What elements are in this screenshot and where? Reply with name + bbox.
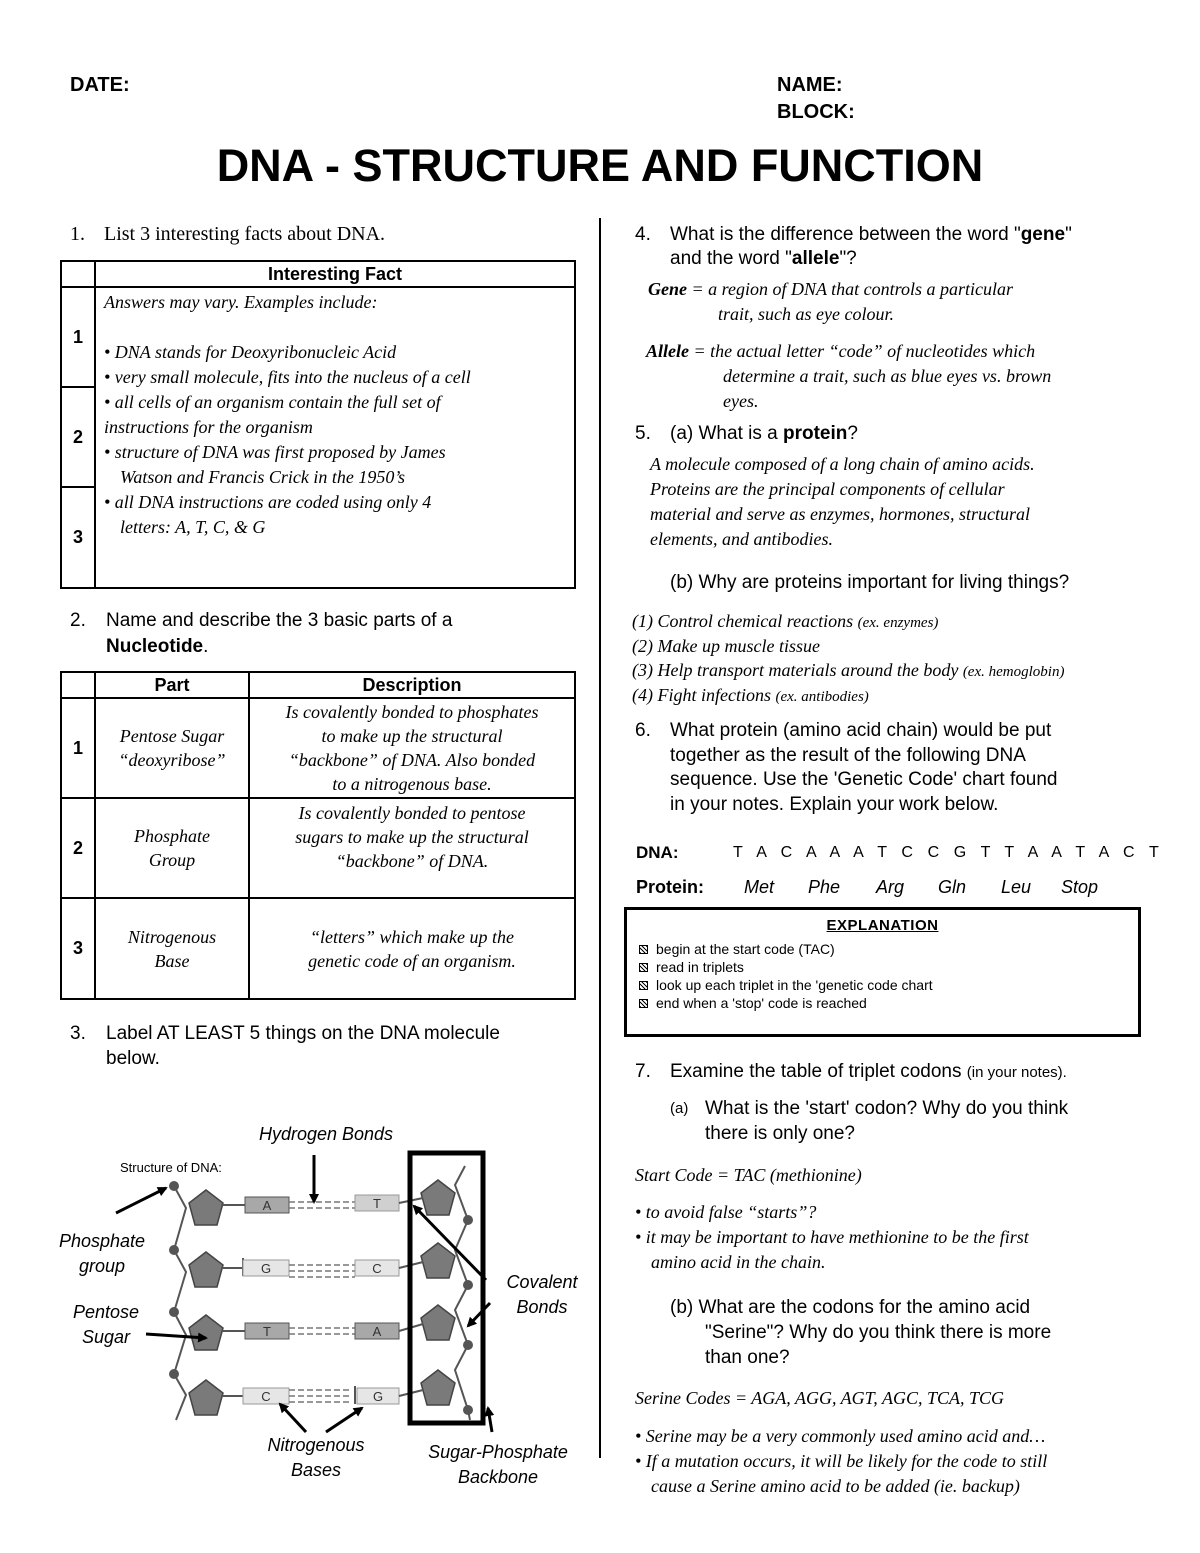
base-pair <box>221 1258 423 1277</box>
base-letter: G <box>372 1389 384 1404</box>
base-letter: T <box>263 1324 271 1339</box>
name-label: NAME: <box>777 74 843 96</box>
q7a-line: What is the 'start' codon? Why do you think <box>705 1098 1069 1119</box>
q7-number: 7. <box>635 1061 651 1082</box>
amino-acid: Phe <box>808 877 841 897</box>
fact-line: • very small molecule, fits into the nucleus of a cell <box>104 367 471 387</box>
base-letter: C <box>261 1389 271 1404</box>
base-pair <box>221 1323 423 1339</box>
page-title: DNA - STRUCTURE AND FUNCTION <box>216 140 984 191</box>
hydrogen-bonds-label: Hydrogen Bonds <box>258 1124 394 1144</box>
start-reason: amino acid in the chain. <box>651 1252 826 1272</box>
protein-reason: (4) Fight infections (ex. antibodies) <box>632 685 869 705</box>
sugar-pentagon <box>189 1252 223 1287</box>
right-backbone <box>421 1166 473 1420</box>
left-backbone <box>169 1181 223 1420</box>
phosphate-dot <box>169 1181 179 1191</box>
protein-reason: (1) Control chemical reactions (ex. enzymes) <box>632 611 939 631</box>
facts-table <box>60 260 576 589</box>
start-reason: • it may be important to have methionine to be the first <box>635 1227 1029 1247</box>
phosphate-dot <box>169 1369 179 1379</box>
q1-text: List 3 interesting facts about DNA. <box>104 223 386 245</box>
phosphate-dot <box>463 1340 473 1350</box>
facts-answer-intro: Answers may vary. Examples include: <box>104 292 378 312</box>
q3-number: 3. <box>70 1023 86 1044</box>
explanation-box <box>624 907 1141 1037</box>
dna-label: DNA: <box>636 843 679 862</box>
table-row: 3 Nitrogenous Base “letters” which make up the genetic code of an organism. <box>61 898 575 999</box>
fact-line: • all DNA instructions are coded using only 4 <box>104 492 432 512</box>
base-letter: A <box>372 1324 382 1339</box>
nitrogenous-bases-label: Bases <box>290 1460 342 1480</box>
start-reason: • to avoid false “starts”? <box>635 1202 817 1222</box>
pentose-sugar-label: Pentose <box>72 1302 140 1322</box>
start-code: Start Code = TAC (methionine) <box>635 1165 862 1185</box>
sugar-pentagon <box>189 1315 223 1350</box>
explanation-item: read in triplets <box>627 958 1138 976</box>
structure-label: Structure of DNA: <box>120 1160 222 1175</box>
q2-bold-word: Nucleotide <box>106 636 204 657</box>
base-letter: T <box>373 1196 381 1211</box>
date-label: DATE: <box>70 74 130 96</box>
explanation-item: look up each triplet in the 'genetic code chart <box>627 976 1138 994</box>
q4-line2: and the word "allele"? <box>670 248 857 269</box>
q1-number: 1. <box>70 223 85 245</box>
q6-line: What protein (amino acid chain) would be put <box>670 720 1052 741</box>
sugar-pentagon <box>421 1370 455 1405</box>
sugar-pentagon <box>421 1180 455 1215</box>
q6-line: in your notes. Explain your work below. <box>670 794 999 815</box>
sugar-pentagon <box>421 1243 455 1278</box>
pentose-sugar-label: Sugar <box>81 1327 131 1347</box>
checkbox-icon <box>639 945 648 954</box>
nucleotide-table <box>60 671 576 1000</box>
serine-reason: • Serine may be a very commonly used amino acid and… <box>635 1426 1046 1446</box>
col-part-header: Part <box>95 672 249 698</box>
protein-answer: A molecule composed of a long chain of amino acids. <box>650 454 1035 474</box>
protein-answer: Proteins are the principal components of cellular <box>650 479 1005 499</box>
phosphate-group-label: group <box>78 1256 126 1276</box>
dna-diagram <box>0 1100 600 1500</box>
base-letter: G <box>260 1261 272 1276</box>
fact-line: instructions for the organism <box>104 417 313 437</box>
block-label: BLOCK: <box>777 101 855 123</box>
nitrogenous-bases-label: Nitrogenous <box>267 1435 365 1455</box>
q7-text: Examine the table of triplet codons (in your notes). <box>670 1061 1067 1082</box>
q3-text-line1: Label AT LEAST 5 things on the DNA molecule <box>106 1023 500 1044</box>
phosphate-group-label: Phosphate <box>58 1231 146 1251</box>
fact-line: Watson and Francis Crick in the 1950’s <box>120 467 406 487</box>
facts-cell <box>95 287 575 588</box>
base-pair <box>221 1386 423 1404</box>
fact-line: • all cells of an organism contain the full set of <box>104 392 441 412</box>
amino-acid: Met <box>744 877 775 897</box>
explanation-item: begin at the start code (TAC) <box>627 940 1138 958</box>
dna-sequence: T A C A A A T C C G T T A A T A C T <box>733 844 1164 861</box>
covalent-bonds-label: Covalent <box>506 1272 578 1292</box>
gene-definition-cont: trait, such as eye colour. <box>718 304 894 324</box>
q7a-line: there is only one? <box>705 1123 855 1144</box>
col-desc-header: Description <box>249 672 575 698</box>
checkbox-icon <box>639 981 648 990</box>
q7b-line: "Serine"? Why do you think there is more <box>705 1322 1052 1343</box>
q7b-line: than one? <box>705 1347 790 1368</box>
q7a-label: (a) <box>670 1100 689 1117</box>
q4-line1: What is the difference between the word "gene" <box>670 224 1072 245</box>
allele-definition-cont: eyes. <box>723 391 759 411</box>
phosphate-dot <box>463 1215 473 1225</box>
gene-definition: Gene = a region of DNA that controls a particular <box>648 279 1013 299</box>
protein-answer: material and serve as enzymes, hormones, structural <box>650 504 1030 524</box>
protein-reason: (3) Help transport materials around the body (ex. hemoglobin) <box>632 660 1065 680</box>
protein-reason: (2) Make up muscle tissue <box>632 636 820 656</box>
q3-text-line2: below. <box>106 1048 160 1069</box>
explanation-title: EXPLANATION <box>826 917 939 934</box>
q2-text: Name and describe the 3 basic parts of a <box>106 610 453 631</box>
sugar-pentagon <box>421 1305 455 1340</box>
q5a-text: (a) What is a protein? <box>670 423 858 444</box>
amino-acid: Stop <box>1061 877 1099 897</box>
checkbox-icon <box>639 999 648 1008</box>
allele-definition-cont: determine a trait, such as blue eyes vs. brown <box>723 366 1052 386</box>
base-pair <box>221 1195 423 1213</box>
serine-reason: • If a mutation occurs, it will be likely for the code to still <box>635 1451 1048 1471</box>
q5-number: 5. <box>635 423 651 444</box>
fact-line: letters: A, T, C, & G <box>120 517 266 537</box>
amino-acid: Arg <box>876 877 905 897</box>
protein-label: Protein: <box>636 877 705 897</box>
facts-row-number: 2 <box>61 387 95 487</box>
fact-line: • structure of DNA was first proposed by James <box>104 442 446 462</box>
phosphate-dot <box>463 1280 473 1290</box>
serine-codes: Serine Codes = AGA, AGG, AGT, AGC, TCA, TCG <box>635 1388 1005 1408</box>
q6-line: sequence. Use the 'Genetic Code' chart found <box>670 769 1058 790</box>
covalent-bonds-label: Bonds <box>516 1297 568 1317</box>
facts-row-number: 1 <box>61 287 95 387</box>
fact-line: • DNA stands for Deoxyribonucleic Acid <box>104 342 397 362</box>
q5b-text: (b) Why are proteins important for living things? <box>670 572 1070 593</box>
explanation-item: end when a 'stop' code is reached <box>627 994 1138 1012</box>
amino-acid: Gln <box>938 877 967 897</box>
sugar-pentagon <box>189 1380 223 1415</box>
phosphate-dot <box>169 1245 179 1255</box>
facts-table-header: Interesting Fact <box>95 261 575 287</box>
facts-row-number: 3 <box>61 487 95 588</box>
base-letter: C <box>372 1261 382 1276</box>
phosphate-dot <box>169 1307 179 1317</box>
protein-answer: elements, and antibodies. <box>650 529 833 549</box>
base-letter: A <box>262 1198 272 1213</box>
q2-number: 2. <box>70 610 86 631</box>
q7b-line: (b) What are the codons for the amino acid <box>670 1297 1031 1318</box>
allele-definition: Allele = the actual letter “code” of nucleotides which <box>646 341 1036 361</box>
backbone-label: Backbone <box>457 1467 539 1487</box>
table-row: 1 Pentose Sugar “deoxyribose” Is covalently bonded to phosphates to make up the structural “backbone” of DNA. Also bonded to a nitrogenous base. <box>61 698 575 798</box>
q6-number: 6. <box>635 720 651 741</box>
serine-reason: cause a Serine amino acid to be added (ie. backup) <box>651 1476 1020 1496</box>
phosphate-dot <box>463 1405 473 1415</box>
backbone-label: Sugar-Phosphate <box>428 1442 568 1462</box>
amino-acid: Leu <box>1001 877 1032 897</box>
sugar-pentagon <box>189 1190 223 1225</box>
q4-number: 4. <box>635 224 651 245</box>
q6-line: together as the result of the following DNA <box>670 745 1026 766</box>
table-row: 2 Phosphate Group Is covalently bonded to pentose sugars to make up the structural “backbone” of DNA. <box>61 798 575 898</box>
checkbox-icon <box>639 963 648 972</box>
